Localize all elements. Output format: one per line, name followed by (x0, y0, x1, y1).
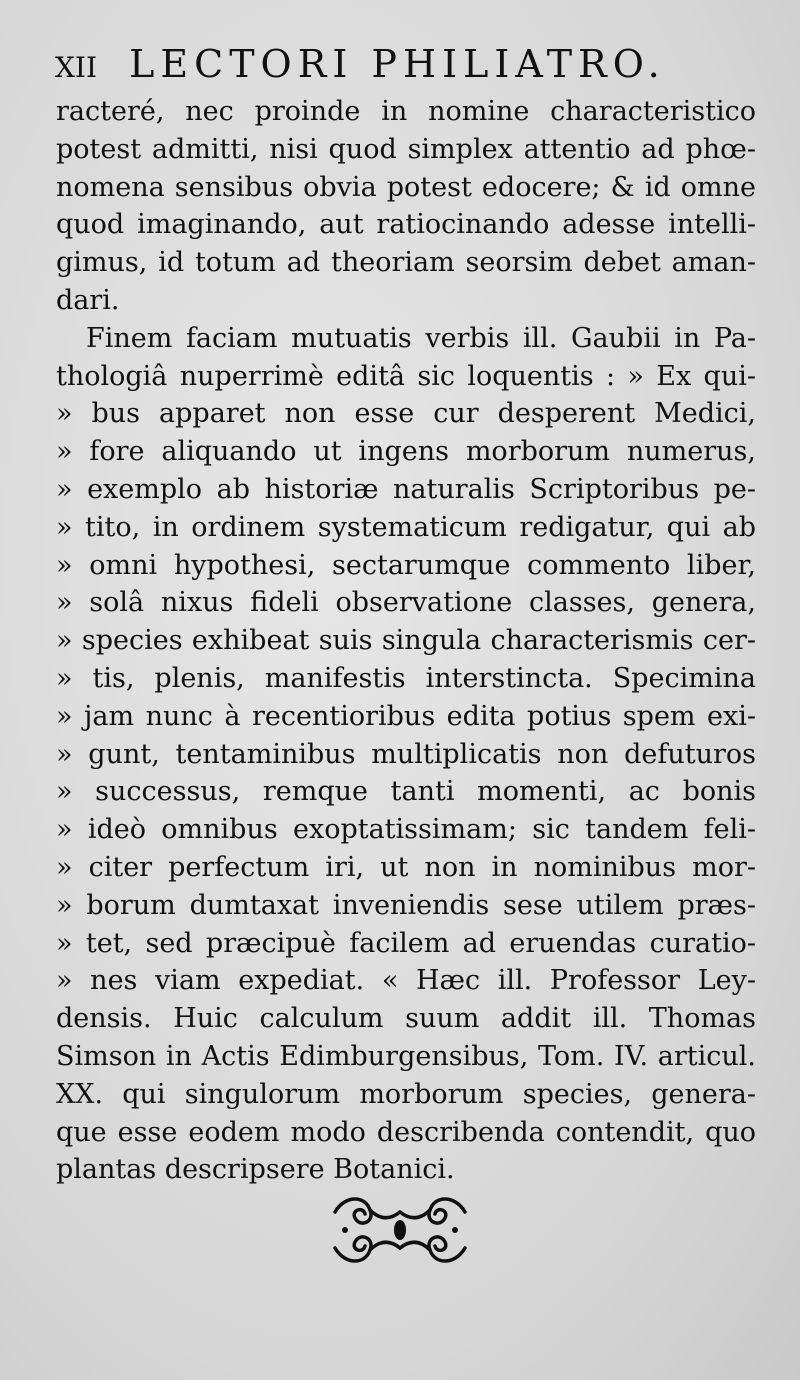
text-line: » successus, remque tanti momenti, ac bonis (56, 776, 756, 808)
text-line: » exemplo ab historiæ naturalis Scriptoribus pe- (56, 473, 756, 505)
text-line: XX. qui singulorum morborum species, genera- (56, 1078, 756, 1110)
text-line: » citer perfectum iri, ut non in nominibus mor- (56, 851, 756, 883)
text-line: nomena sensibus obvia potest edocere; & id omne (56, 171, 756, 203)
fleuron-ornament-icon (325, 1190, 475, 1270)
text-line: » nes viam expediat. « Hæc ill. Professor Ley- (56, 965, 756, 997)
text-line: » ideò omnibus exoptatissimam; sic tandem feli- (56, 814, 756, 846)
text-line: densis. Huic calculum suum addit ill. Thomas (56, 1003, 756, 1035)
text-line: » bus apparet non esse cur desperent Medici, (56, 398, 756, 430)
text-line: » fore aliquando ut ingens morborum numerus, (56, 436, 756, 468)
text-line: » tet, sed præcipuè facilem ad eruendas curatio- (56, 927, 756, 959)
text-line: gimus, id totum ad theoriam seorsim debet aman- (56, 247, 756, 279)
text-line: Simson in Actis Edimburgensibus, Tom. IV. articul. (56, 1040, 756, 1072)
body-text (56, 93, 756, 1189)
text-line: potest admitti, nisi quod simplex attentio ad phœ- (56, 133, 756, 165)
text-line: » tito, in ordinem systematicum redigatur, qui ab (56, 511, 756, 543)
text-line: » solâ nixus fideli observatione classes, genera, (56, 587, 756, 619)
text-line: » borum dumtaxat inveniendis sese utilem præs- (56, 889, 756, 921)
text-line: » species exhibeat suis singula characterismis cer- (56, 625, 756, 657)
running-header (55, 42, 755, 92)
page-number: XII (55, 51, 98, 84)
text-line: » omni hypothesi, sectarumque commento liber, (56, 549, 756, 581)
text-line: » gunt, tentaminibus multiplicatis non defuturos (56, 738, 756, 770)
text-line: » tis, plenis, manifestis interstincta. Specimina (56, 662, 756, 694)
text-line: Finem faciam mutuatis verbis ill. Gaubii in Pa- (86, 322, 756, 354)
text-line: quod imaginando, aut ratiocinando adesse intelli- (56, 209, 756, 241)
running-title: LECTORI PHILIATRO. (129, 42, 666, 86)
text-line: plantas descripsere Botanici. (56, 1154, 455, 1186)
text-line: dari. (56, 284, 120, 316)
text-line: racteré, nec proinde in nomine characteristico (56, 96, 756, 127)
text-line: thologiâ nuperrimè editâ sic loquentis : » Ex qui- (56, 360, 756, 392)
text-line: que esse eodem modo describenda contendit, quo (56, 1116, 756, 1148)
text-line: » jam nunc à recentioribus edita potius spem exi- (56, 700, 756, 732)
